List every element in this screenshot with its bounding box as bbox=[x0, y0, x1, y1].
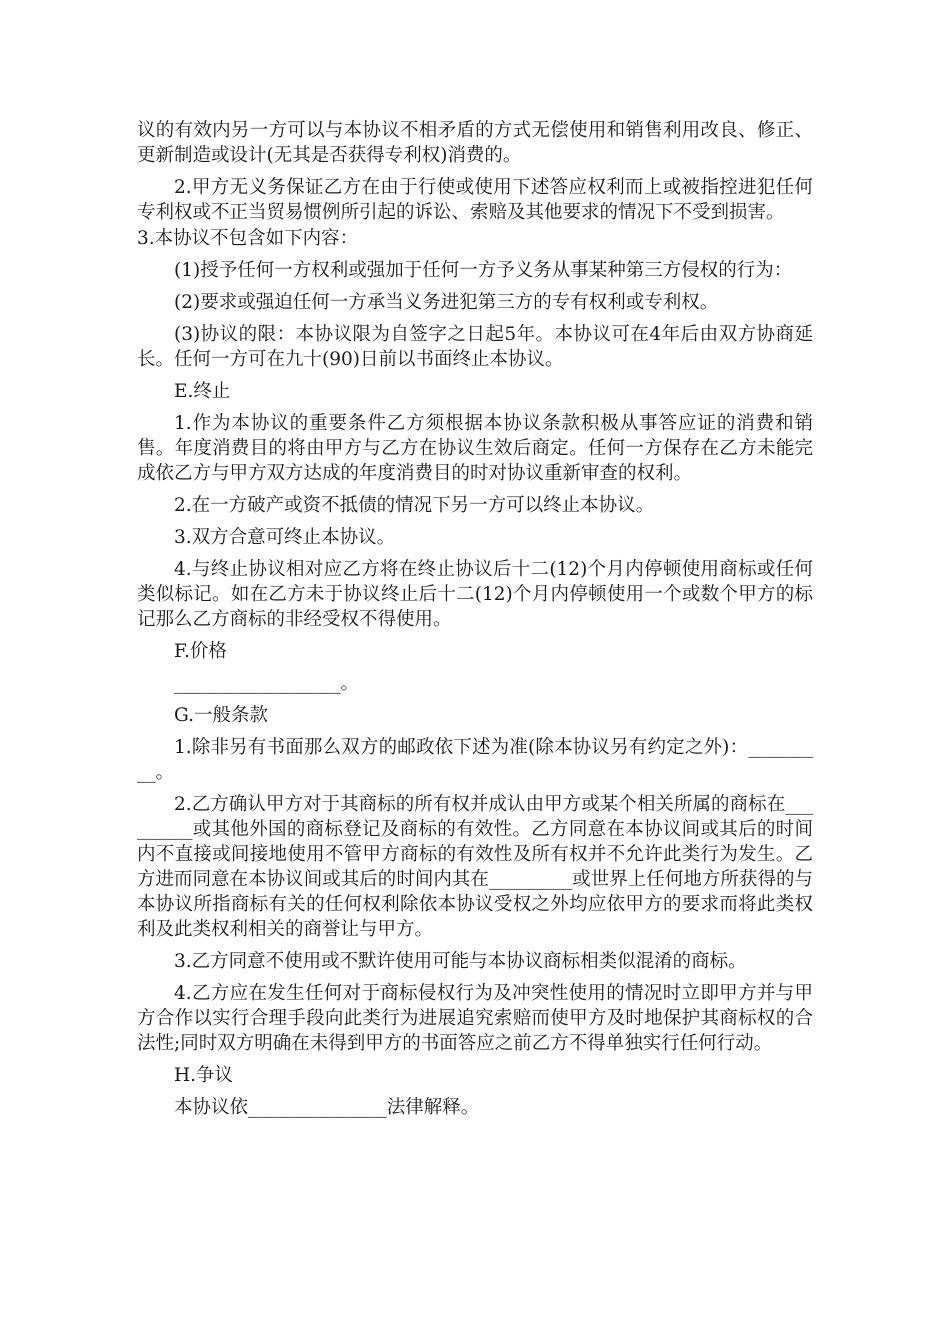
paragraph-g-2: 2.乙方确认甲方对于其商标的所有权并成认由甲方或某个相关所属的商标在_________或其他外国的商标登记及商标的有效性。乙方同意在本协议间或其后的时间内不直接或间接地使用不管甲方商标的有效性及所有权并不允许此类行为发生。乙方进而同意在本协议间或其后的时间内其在_________或世界上任何地方所获得的与本协议所指商标有关的任何权利除依本协议受权之外均应依甲方的要求而将此类权利及此类权利相关的商誉让与甲方。 bbox=[137, 794, 813, 940]
section-heading-h: H.争议 bbox=[174, 1065, 234, 1086]
paragraph-continuation: 议的有效内另一方可以与本协议不相矛盾的方式无偿使用和销售利用改良、修正、更新制造或设计(无其是否获得专利权)消费的。 bbox=[137, 120, 813, 166]
paragraph-f-blank: __________________。 bbox=[174, 673, 360, 694]
paragraph-d-3-1: (1)授予任何一方权利或强加于任何一方予义务从事某种第三方侵权的行为： bbox=[174, 260, 793, 281]
paragraph-d-2: 2.甲方无义务保证乙方在由于行使或使用下述答应权利而上或被指控进犯任何专利权或不正当贸易惯例所引起的诉讼、索赔及其他要求的情况下不受到损害。 bbox=[137, 177, 813, 223]
section-heading-e: E.终止 bbox=[174, 381, 231, 402]
section-heading-f: F.价格 bbox=[174, 641, 227, 662]
section-heading-g: G.一般条款 bbox=[174, 705, 268, 726]
paragraph-e-1: 1.作为本协议的重要条件乙方须根据本协议条款积极从事答应证的消费和销售。年度消费目的将由甲方与乙方在协议生效后商定。任何一方保存在乙方未能完成依乙方与甲方双方达成的年度消费目的时对协议重新审查的权利。 bbox=[137, 413, 813, 484]
paragraph-d-3-2: (2)要求或强迫任何一方承当义务进犯第三方的专有权利或专利权。 bbox=[174, 292, 719, 313]
paragraph-g-1: 1.除非另有书面那么双方的邮政依下述为准(除本协议另有约定之外)：_________。 bbox=[137, 737, 813, 783]
paragraph-e-4: 4.与终止协议相对应乙方将在终止协议后十二(12)个月内停顿使用商标或任何类似标记。如在乙方未于协议终止后十二(12)个月内停顿使用一个或数个甲方的标记那么乙方商标的非经受权不得使用。 bbox=[137, 559, 813, 630]
paragraph-d-3: 3.本协议不包含如下内容： bbox=[137, 228, 359, 249]
paragraph-g-4: 4.乙方应在发生任何对于商标侵权行为及冲突性使用的情况时立即甲方并与甲方合作以实行合理手段向此类行为进展追究索赔而使甲方及时地保护其商标权的合法性;同时双方明确在未得到甲方的书面答应之前乙方不得单独实行任何行动。 bbox=[137, 983, 813, 1054]
paragraph-d-3-3: (3)协议的限：本协议限为自签字之日起5年。本协议可在4年后由双方协商延长。任何一方可在九十(90)日前以书面终止本协议。 bbox=[137, 324, 813, 370]
paragraph-h-1: 本协议依_______________法律解释。 bbox=[174, 1097, 480, 1118]
document-body bbox=[137, 118, 813, 1127]
paragraph-e-3: 3.双方合意可终止本协议。 bbox=[174, 527, 396, 548]
paragraph-g-3: 3.乙方同意不使用或不默许使用可能与本协议商标相类似混淆的商标。 bbox=[174, 951, 747, 972]
paragraph-e-2: 2.在一方破产或资不抵债的情况下另一方可以终止本协议。 bbox=[174, 495, 655, 516]
